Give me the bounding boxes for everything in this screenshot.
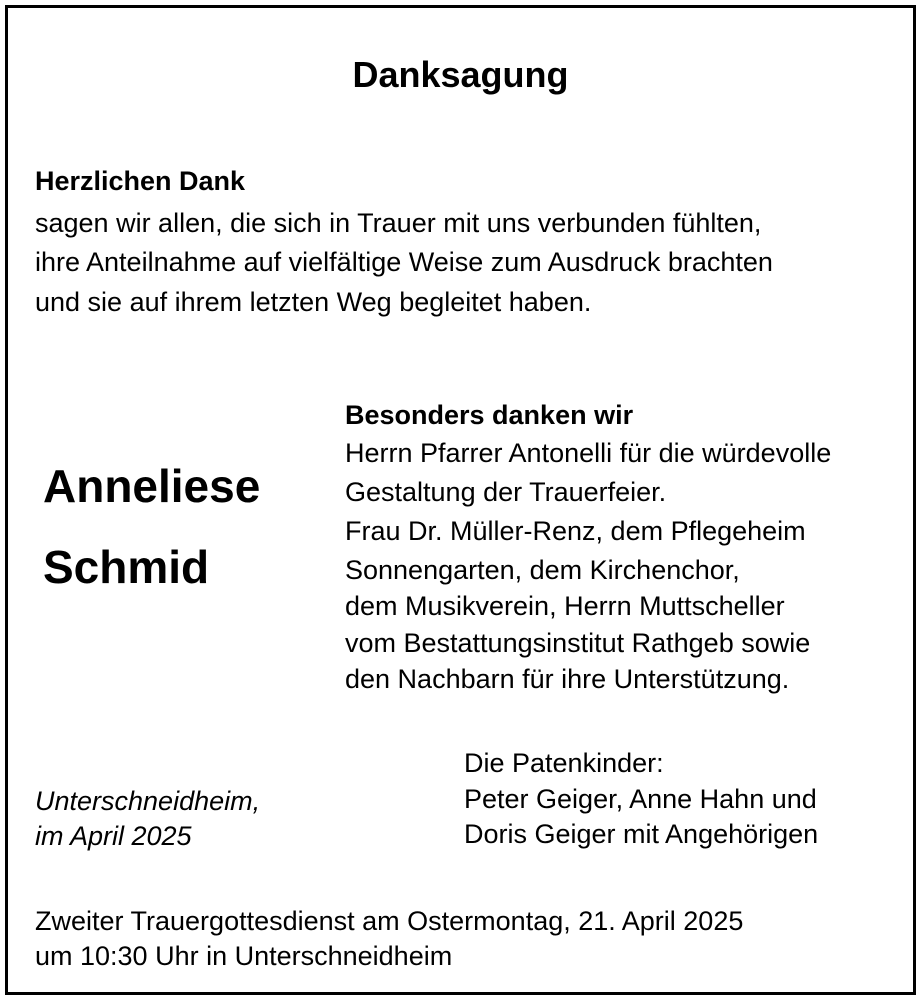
special-thanks-line: vom Bestattungsinstitut Rathgeb sowie xyxy=(345,628,811,658)
special-thanks-line: dem Musikverein, Herrn Muttscheller xyxy=(345,591,785,621)
signatories-line: Die Patenkinder: xyxy=(464,748,664,778)
intro-lead: Herzlichen Dank xyxy=(35,166,246,196)
intro-line: sagen wir allen, die sich in Trauer mit uns verbunden fühlten, xyxy=(35,208,762,238)
special-thanks-line: den Nachbarn für ihre Unterstützung. xyxy=(345,664,790,694)
notice-title: Danksagung xyxy=(352,54,569,95)
notice-frame xyxy=(5,5,916,995)
intro-line: ihre Anteilnahme auf vielfältige Weise zum Ausdruck brachten xyxy=(35,247,773,277)
date-line: im April 2025 xyxy=(35,821,192,851)
signatories-line: Peter Geiger, Anne Hahn und xyxy=(464,784,817,814)
special-thanks-line: Herrn Pfarrer Antonelli für die würdevolle xyxy=(345,438,832,468)
signatories-line: Doris Geiger mit Angehörigen xyxy=(464,819,819,849)
intro-line: und sie auf ihrem letzten Weg begleitet haben. xyxy=(35,287,592,317)
deceased-first-name: Anneliese xyxy=(43,460,261,512)
service-line: um 10:30 Uhr in Unterschneidheim xyxy=(35,941,453,971)
deceased-last-name: Schmid xyxy=(43,541,210,593)
special-thanks-line: Frau Dr. Müller-Renz, dem Pflegeheim xyxy=(345,516,806,546)
special-thanks-line: Sonnengarten, dem Kirchenchor, xyxy=(345,555,740,585)
special-thanks-lead: Besonders danken wir xyxy=(345,400,634,430)
place-line: Unterschneidheim, xyxy=(35,786,261,816)
special-thanks-line: Gestaltung der Trauerfeier. xyxy=(345,477,667,507)
service-line: Zweiter Trauergottesdienst am Ostermontag, 21. April 2025 xyxy=(35,906,744,936)
